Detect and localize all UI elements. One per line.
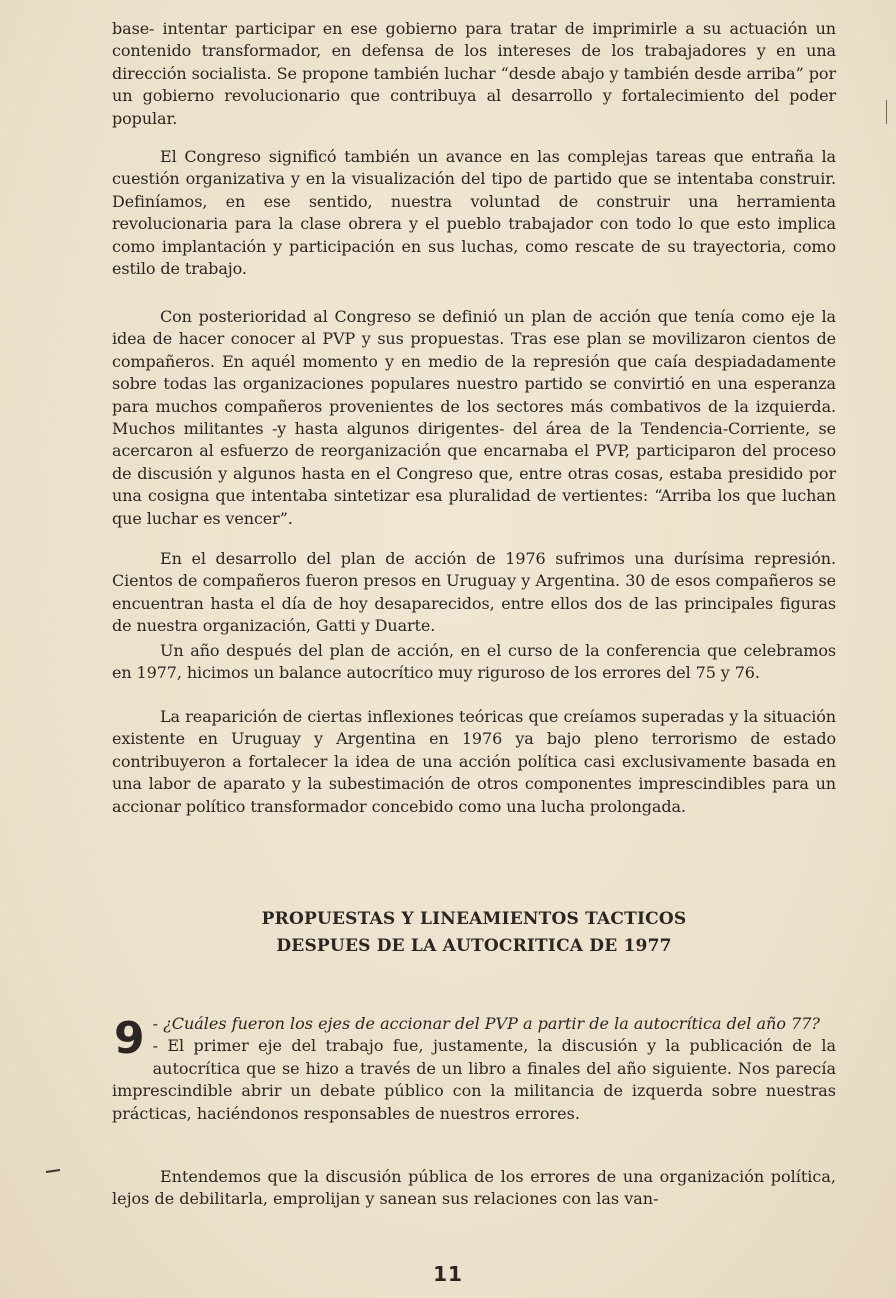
paragraph-text: En el desarrollo del plan de acción de 1976 sufrimos una durísima represión. Cientos de compañeros fueron presos en Uruguay y Argentina. 30 de esos compañeros se encuentran hasta el día de hoy desaparecidos, entre ellos dos de las principales figuras de nuestra organización, Gatti y Duarte.: [112, 549, 836, 636]
paragraph-text: El Congreso significó también un avance en las complejas tareas que entraña la cuestión organizativa y en la visualización del tipo de partido que se intentaba construir. Definíamos, en ese sentido, nuestra voluntad de construir una herramienta revolucionaria para la clase obrera y el pueblo trabajador con todo lo que esto implica como implantación y participación en sus luchas, como rescate de su trayectoria, como estilo de trabajo.: [112, 147, 836, 279]
paragraph-text: base- intentar participar en ese gobierno para tratar de imprimirle a su actuación un contenido transformador, en defensa de los intereses de los trabajadores y en una dirección socialista. Se propone también luchar “desde abajo y también desde arriba” por un gobierno revolucionario que contribuya al desarrollo y fortalecimiento del poder popular.: [112, 19, 836, 128]
answer-text: - El primer eje del trabajo fue, justamente, la discusión y la publicación de la autocrítica que se hizo a través de un libro a finales del año siguiente. Nos parecía imprescindible abrir un debate público con la militancia de izquerda sobre nuestras prácticas, haciéndonos responsables de nuestros errores.: [112, 1036, 836, 1123]
paragraph-inflexiones-teoricas: [112, 706, 836, 818]
section-heading-line-2: DESPUES DE LA AUTOCRITICA DE 1977: [276, 936, 672, 956]
paragraph-congreso-organizativo: [112, 146, 836, 280]
paragraph-conferencia-1977: [112, 640, 836, 685]
paragraph-text: Con posterioridad al Congreso se definió un plan de acción que tenía como eje la idea de hacer conocer al PVP y sus propuestas. Tras ese plan se movilizaron cientos de compañeros. En aquél momento y en medio de la represión que caía despiadadamente sobre todas las organizaciones populares nuestro partido se convirtió en una esperanza para muchos compañeros provenientes de los sectores más combativos de la izquierda. Muchos militantes -y hasta algunos dirigentes- del área de la Tendencia-Corriente, se acercaron al esfuerzo de reorganización que encarnaba el PVP, participaron del proceso de discusión y algunos hasta en el Congreso que, entre otras cosas, estaba presidido por una cosigna que intentaba sintetizar esa pluralidad de vertientes: “Arriba los que luchan que luchar es vencer”.: [112, 307, 836, 528]
paragraph-text: La reaparición de ciertas inflexiones teóricas que creíamos superadas y la situación existente en Uruguay y Argentina en 1976 ya bajo pleno terrorismo de estado contribuyeron a fortalecer la idea de una acción política casi exclusivamente basada en una labor de aparato y la subestimación de otros componentes imprescindibles para un accionar político transformador concebido como una lucha prolongada.: [112, 707, 836, 816]
section-heading: [112, 906, 836, 960]
page-number: 11: [433, 1262, 463, 1286]
page-edge-mark: [886, 100, 887, 124]
paragraph-text: Entendemos que la discusión pública de los errores de una organización política, lejos de debilitarla, emprolijan y sanean sus relaciones con las van-: [112, 1167, 836, 1209]
paragraph-continuation: [112, 18, 836, 130]
paragraph-represion-1976: [112, 548, 836, 638]
question-text: - ¿Cuáles fueron los ejes de accionar del PVP a partir de la autocrítica del año 77?: [152, 1014, 820, 1033]
question-answer-block: [112, 1013, 836, 1125]
paragraph-discusion-publica: [112, 1166, 836, 1211]
question-number: 9: [114, 1013, 145, 1064]
paragraph-plan-de-accion: [112, 306, 836, 530]
paragraph-text: Un año después del plan de acción, en el curso de la conferencia que celebramos en 1977, hicimos un balance autocrítico muy riguroso de los errores del 75 y 76.: [112, 641, 836, 683]
section-heading-line-1: PROPUESTAS Y LINEAMIENTOS TACTICOS: [261, 909, 687, 929]
margin-pencil-mark: [46, 1169, 60, 1173]
